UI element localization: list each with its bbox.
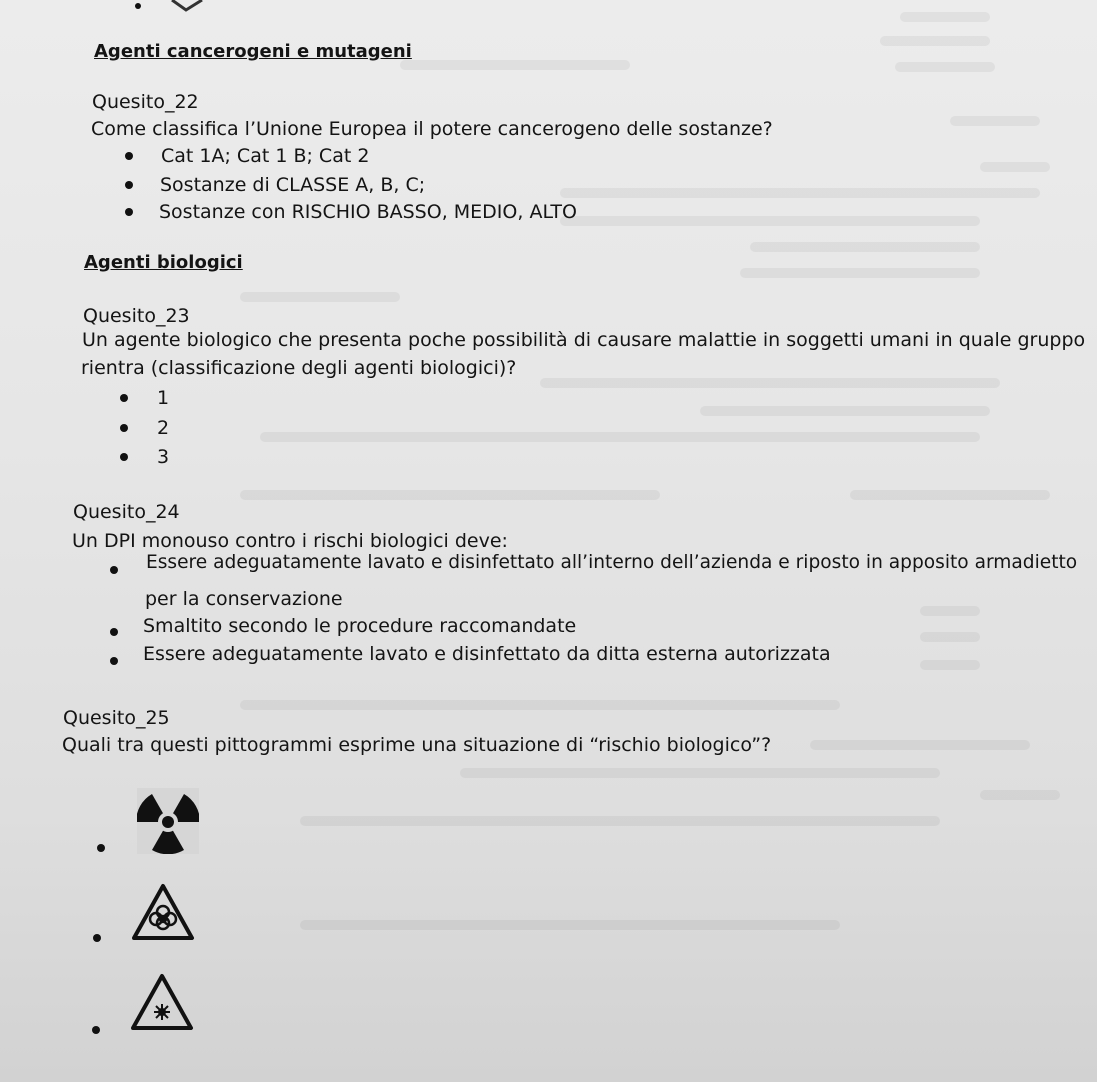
q22-option-2[interactable]: Sostanze di CLASSE A, B, C;: [160, 174, 426, 196]
q23-label: Quesito_23: [83, 305, 190, 327]
q25-option-bullet: [92, 1026, 100, 1034]
q23-question-line1: Un agente biologico che presenta poche possibilità di causare malattie in soggetti umani in quale gruppo: [82, 329, 1086, 351]
q24-question: Un DPI monouso contro i rischi biologici deve:: [72, 530, 508, 552]
q23-option-bullet: [120, 394, 128, 402]
q24-option-3[interactable]: Essere adeguatamente lavato e disinfettato da ditta esterna autorizzata: [143, 643, 831, 665]
q24-option-bullet: [110, 657, 118, 665]
q25-label: Quesito_25: [63, 707, 170, 729]
q25-option-bullet: [97, 844, 105, 852]
section-title-cancerogeni: Agenti cancerogeni e mutageni: [94, 41, 412, 62]
q22-option-1[interactable]: Cat 1A; Cat 1 B; Cat 2: [161, 145, 370, 167]
q23-option-3[interactable]: 3: [157, 446, 170, 468]
q24-option-2[interactable]: Smaltito secondo le procedure raccomandate: [143, 615, 577, 637]
q22-option-3[interactable]: Sostanze con RISCHIO BASSO, MEDIO, ALTO: [159, 201, 577, 223]
q22-question: Come classifica l’Unione Europea il potere cancerogeno delle sostanze?: [91, 118, 773, 140]
q25-option-bullet: [93, 934, 101, 942]
q24-option-bullet: [110, 566, 118, 574]
q23-option-2[interactable]: 2: [157, 417, 170, 439]
q23-option-bullet: [120, 453, 128, 461]
q22-option-bullet: [125, 181, 133, 189]
q23-question-line2: rientra (classificazione degli agenti biologici)?: [81, 357, 517, 379]
q24-option-1-line2[interactable]: per la conservazione: [145, 588, 343, 610]
q22-option-bullet: [125, 208, 133, 216]
q24-option-bullet: [110, 628, 118, 636]
q22-label: Quesito_22: [92, 91, 199, 113]
radiation-icon[interactable]: [137, 788, 199, 854]
q23-option-bullet: [120, 424, 128, 432]
q24-label: Quesito_24: [73, 501, 180, 523]
biohazard-icon[interactable]: [130, 882, 196, 942]
q24-option-1-line1[interactable]: Essere adeguatamente lavato e disinfettato all’interno dell’azienda e riposto in apposito armadietto: [146, 552, 1078, 573]
q22-option-bullet: [125, 152, 133, 160]
laser-icon[interactable]: [129, 972, 195, 1032]
top-edge-mark: [120, 0, 230, 16]
q23-option-1[interactable]: 1: [157, 387, 170, 409]
q25-question: Quali tra questi pittogrammi esprime una situazione di “rischio biologico”?: [62, 734, 772, 756]
section-title-biologici: Agenti biologici: [84, 252, 243, 273]
